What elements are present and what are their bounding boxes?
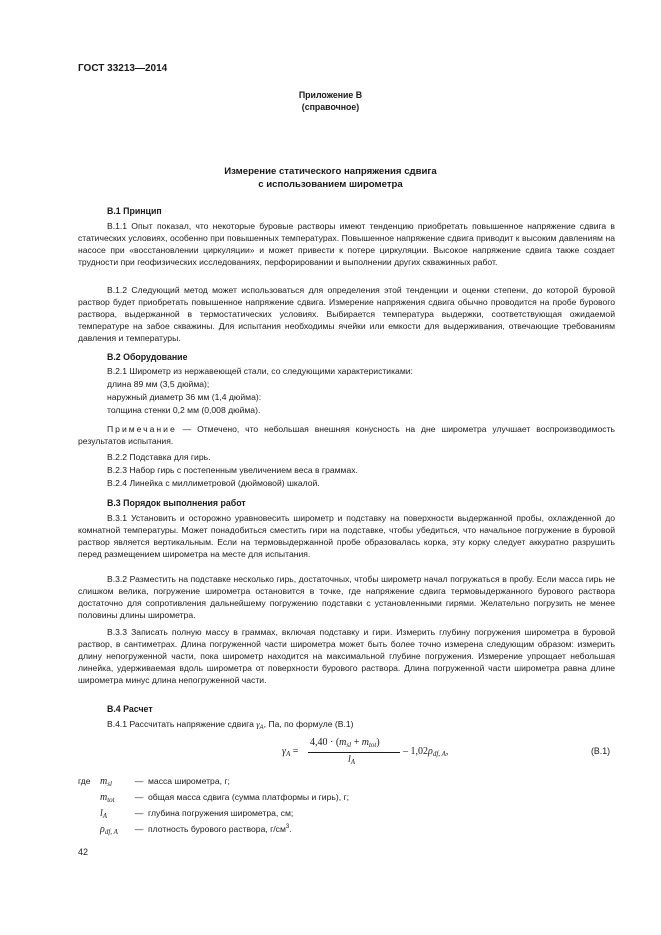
paragraph-b1-2: В.1.2 Следующий метод может использоваться для определения этой тенденции и оценки степени, до которой буровой раствор будет приобретать повышенное напряжение сдвига. Измерение напряжения сдвига обычно проводится на пробе бурового раствора, выдержанной в термостатических условиях. Выбирается температура выдержки, соответствующая ожидаемой температуре на забое скважины. Для испытания необходимы ячейки или емкости для выдерживания, отвечающие требованиям давления и температуры. — [78, 285, 615, 343]
doc-title-line2: с использованием широметра — [258, 179, 403, 190]
formula-numerator: $4,40 \cdot (m_{sl} + m_{tot})$ — [310, 737, 380, 749]
formula-b1 — [280, 734, 480, 774]
item-b2-3: В.2.3 Набор гирь с постепенным увеличением веса в граммах. — [107, 465, 358, 475]
where-row-mtot: $m_{tot}$ — общая масса сдвига (сумма платформы и гирь), г; — [100, 792, 350, 804]
note-paragraph — [78, 424, 615, 448]
formula-rest: – $1,02\rho_{df, A}$, — [403, 746, 449, 758]
section-heading-b2: В.2 Оборудование — [107, 352, 188, 362]
paragraph-b3-1: В.3.1 Установить и осторожно уравновесить широметр и подставку на поверхности выдержанной пробы, охлажденной до комнатной температуры. Может понадобиться сместить гири на подставке, чтобы убедиться, что начальное погружение в буровой раствор является вертикальным. Если на термовыдержанной пробе образовалась корка, эту корку следует аккуратно разрушить перед размещением широметра на месте для испытания. — [78, 513, 615, 559]
equation-number: (В.1) — [591, 746, 611, 756]
formula-denominator: $l_A$ — [348, 754, 356, 766]
annex-note: (справочное) — [301, 102, 360, 112]
where-lead: где — [78, 776, 91, 786]
note-label: Примечание — [107, 424, 177, 434]
calc-intro: В.4.1 Рассчитать напряжение сдвига $\gamma_A$, Па, по формуле (В.1) — [107, 719, 354, 731]
spec-length: длина 89 мм (3,5 дюйма); — [107, 379, 210, 389]
item-b2-4: В.2.4 Линейка с миллиметровой (дюймовой) шкалой. — [107, 478, 320, 488]
doc-title-line1: Измерение статического напряжения сдвига — [224, 166, 437, 177]
where-row-la: $l_A$ — глубина погружения широметра, см; — [100, 808, 294, 820]
fraction-bar — [308, 752, 400, 753]
section-heading-b1: В.1 Принцип — [107, 206, 162, 216]
note-text: — Отмечено, что небольшая внешняя конусность на дне широметра улучшает воспроизводимость результатов испытания. — [78, 424, 615, 446]
spec-diameter: наружный диаметр 36 мм (1,4 дюйма): — [107, 392, 262, 402]
where-row-rho: $\rho_{df, A}$ — плотность бурового раствора, $г/см^3$. — [100, 824, 292, 836]
formula-lhs: $\gamma_A$ = — [282, 746, 299, 758]
item-b2-2: В.2.2 Подставка для гирь. — [107, 452, 211, 462]
paragraph-b3-3: В.3.3 Записать полную массу в граммах, включая подставку и гири. Измерить глубину погружения широметра в буровой раствор, в сантиметрах. Длина погруженной части широметра может быть более точно измерена следующим образом: измерить длину непогруженной части, пока широметр находится на максимальной глубине погружения. Измерение упрощает небольшая линейка, удерживаемая вдоль широметра от поверхности бурового раствора. Длина погруженной части широметра равна длине широметра минус длина непогруженной части. — [78, 627, 615, 685]
paragraph-b3-2: В.3.2 Разместить на подставке несколько гирь, достаточных, чтобы широметр начал погружаться в пробу. Если масса гирь не слишком велика, погружение широметра остановится в точке, где напряжение сдвига термовыдержанного бурового раствора достаточно для сопротивления дальнейшему погружению подставки с установленными гирями. Желательно погрузить не менее половины длины широметра. — [78, 574, 615, 620]
annex-title: Приложение В — [298, 90, 363, 100]
page-number: 42 — [78, 847, 89, 857]
section-heading-b3: В.3 Порядок выполнения работ — [107, 498, 246, 508]
where-row-msl: где $m_{sl}$ — масса широметра, г; — [78, 776, 230, 788]
spec-wall: толщина стенки 0,2 мм (0,008 дюйма). — [107, 405, 261, 415]
standard-header: ГОСТ 33213—2014 — [78, 63, 168, 74]
item-b2-1: В.2.1 Широметр из нержавеющей стали, со следующими характеристиками: — [107, 366, 413, 376]
section-heading-b4: В.4 Расчет — [107, 704, 153, 714]
paragraph-b1-1: В.1.1 Опыт показал, что некоторые буровые растворы имеют тенденцию приобретать повышенное напряжение сдвига в статических условиях, особенно при повышенных температурах. Повышенное напряжение сдвига приводит к высоким давлениям на насосе при «восстановлении циркуляции» и может привести к потере циркуляции. Высокое напряжение сдвига также создает трудности при геофизических исследованиях, перфорировании и выполнении других скважинных работ. — [78, 221, 615, 267]
